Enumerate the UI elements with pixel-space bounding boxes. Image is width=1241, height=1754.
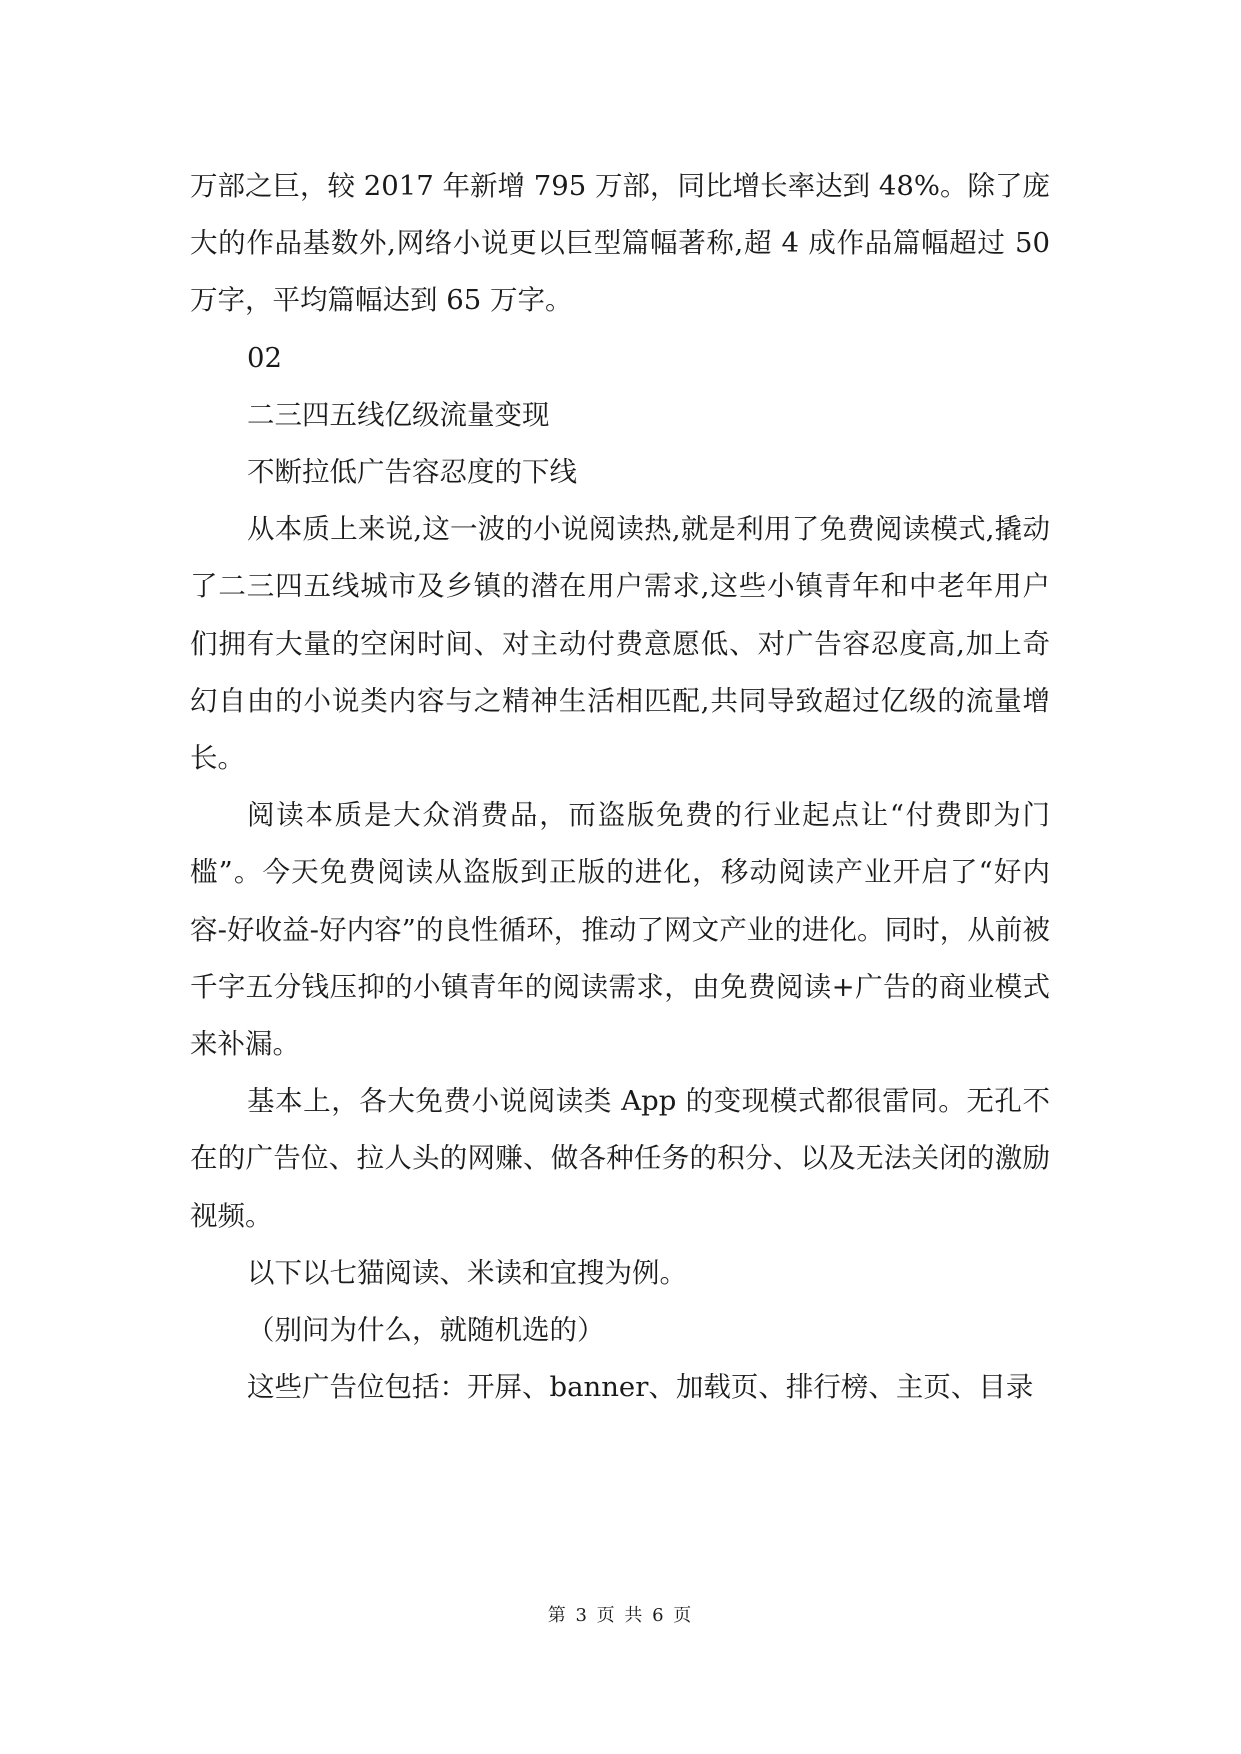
- page-number-footer: 第 3 页 共 6 页: [547, 1605, 694, 1626]
- paragraph-continuation: 万部之巨，较 2017 年新增 795 万部，同比增长率达到 48%。除了庞大的作品基数外,网络小说更以巨型篇幅著称,超 4 成作品篇幅超过 50 万字，平均篇幅达到 65 万字。: [190, 170, 1050, 317]
- paragraph-consumer-goods: 阅读本质是大众消费品，而盗版免费的行业起点让“付费即为门槛”。今天免费阅读从盗版到正版的进化，移动阅读产业开启了“好内容-好收益-好内容”的良性循环，推动了网文产业的进化。同时，从前被千字五分钱压抑的小镇青年的阅读需求，由免费阅读+广告的商业模式来补漏。: [190, 799, 1050, 1061]
- paragraph-aside: （别问为什么，就随机选的）: [247, 1314, 605, 1347]
- body-text: [190, 158, 1050, 1416]
- paragraph-examples: 以下以七猫阅读、米读和宜搜为例。: [247, 1256, 687, 1289]
- paragraph-monetization: 基本上，各大免费小说阅读类 App 的变现模式都很雷同。无孔不在的广告位、拉人头的网赚、做各种任务的积分、以及无法关闭的激励视频。: [190, 1085, 1050, 1232]
- paragraph-ad-slots: 这些广告位包括：开屏、banner、加载页、排行榜、主页、目录: [247, 1371, 1034, 1404]
- paragraph-essence: 从本质上来说,这一波的小说阅读热,就是利用了免费阅读模式,撬动了二三四五线城市及乡镇的潜在用户需求,这些小镇青年和中老年用户们拥有大量的空闲时间、对主动付费意愿低、对广告容忍度高,加上奇幻自由的小说类内容与之精神生活相匹配,共同导致超过亿级的流量增长。: [190, 513, 1050, 775]
- section-number: 02: [247, 341, 282, 374]
- section-heading: 二三四五线亿级流量变现: [247, 398, 550, 431]
- section-subheading: 不断拉低广告容忍度的下线: [247, 456, 577, 489]
